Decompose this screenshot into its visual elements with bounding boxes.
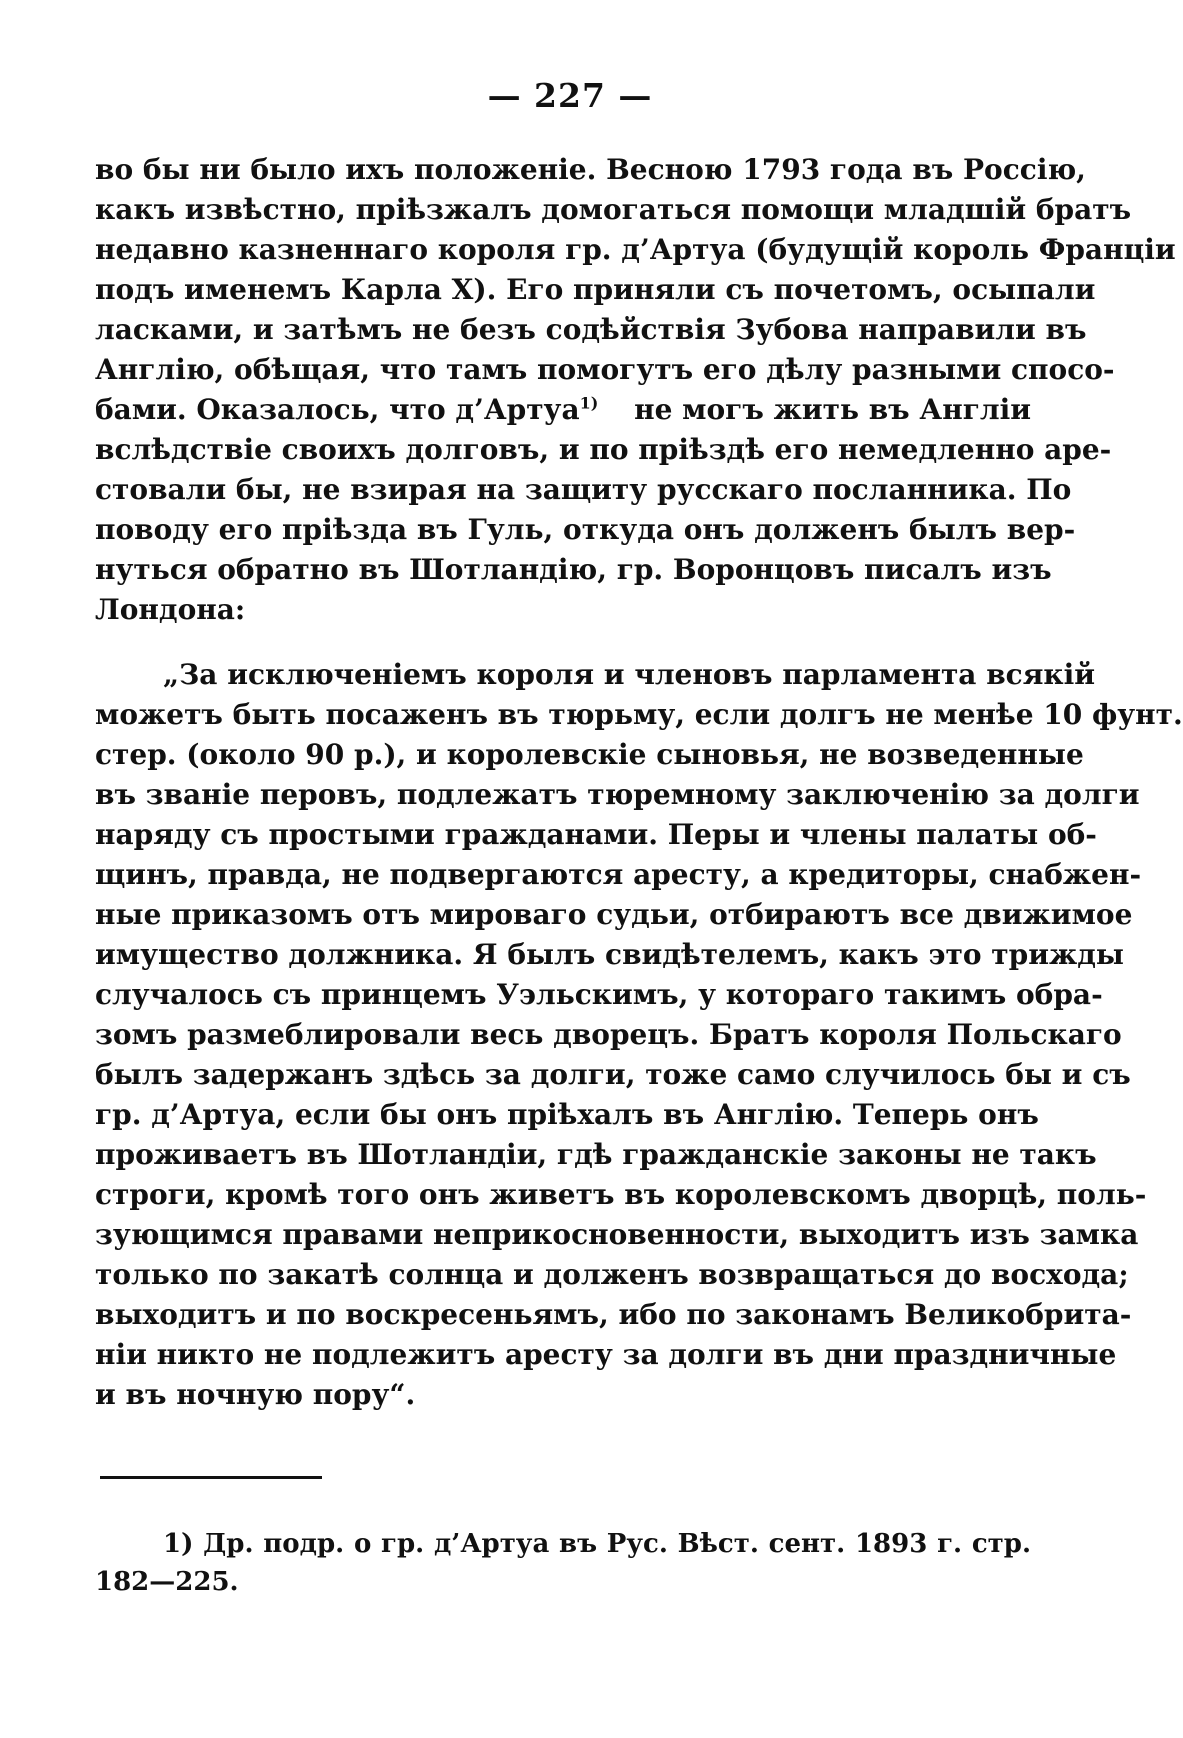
paragraph-line-with-note bbox=[95, 390, 1031, 430]
quote-line: ніи никто не подлежитъ аресту за долги въ дни праздничные bbox=[95, 1338, 1117, 1371]
quote-line: ные приказомъ отъ мироваго судьи, отбираютъ все движимое bbox=[95, 898, 1133, 931]
paragraph-line: подъ именемъ Карла X). Его приняли съ почетомъ, осыпали bbox=[95, 273, 1096, 306]
quote-line: строги, кромѣ того онъ живетъ въ королевскомъ дворцѣ, поль- bbox=[95, 1178, 1147, 1211]
quote-line: имущество должника. Я былъ свидѣтелемъ, какъ это трижды bbox=[95, 938, 1124, 971]
quote-line: зующимся правами неприкосновенности, выходитъ изъ замка bbox=[95, 1218, 1139, 1251]
quote-line: случалось съ принцемъ Уэльскимъ, у котораго такимъ обра- bbox=[95, 978, 1103, 1011]
quote-line: щинъ, правда, не подвергаются аресту, а кредиторы, снабжен- bbox=[95, 858, 1142, 891]
quote-line: былъ задержанъ здѣсь за долги, тоже само случилось бы и съ bbox=[95, 1058, 1131, 1091]
quote-line: проживаетъ въ Шотландіи, гдѣ гражданскіе законы не такъ bbox=[95, 1138, 1097, 1171]
quote-line: можетъ быть посаженъ въ тюрьму, если долгъ не менѣе 10 фунт. bbox=[95, 698, 1183, 731]
paragraph-line: недавно казненнаго короля гр. д’Артуа (будущій король Франціи bbox=[95, 233, 1176, 266]
paragraph-line: нуться обратно въ Шотландію, гр. Воронцовъ писалъ изъ bbox=[95, 553, 1052, 586]
footnote-line: 182—225. bbox=[95, 1567, 239, 1597]
paragraph-line-head: бами. Оказалось, что д’Артуа$^{1)}$ bbox=[95, 393, 599, 426]
footnote bbox=[95, 1525, 1031, 1601]
paragraph-line: ласками, и затѣмъ не безъ содѣйствія Зубова направили въ bbox=[95, 313, 1087, 346]
quote-line: зомъ размеблировали весь дворецъ. Братъ короля Польскаго bbox=[95, 1018, 1122, 1051]
paragraph-line: во бы ни было ихъ положеніе. Весною 1793 года въ Россію, bbox=[95, 153, 1086, 186]
paragraph-line-tail: не могъ жить въ Англіи bbox=[634, 393, 1031, 426]
paragraph-line: вслѣдствіе своихъ долговъ, и по пріѣздѣ его немедленно аре- bbox=[95, 433, 1112, 466]
quote-line: въ званіе перовъ, подлежатъ тюремному заключенію за долги bbox=[95, 778, 1140, 811]
page-number: — 227 — bbox=[487, 76, 653, 115]
main-paragraph bbox=[95, 150, 1176, 630]
footnote-marker[interactable]: 1) bbox=[579, 393, 599, 413]
quote-line: наряду съ простыми гражданами. Перы и члены палаты об- bbox=[95, 818, 1097, 851]
paragraph-line: какъ извѣстно, пріѣзжалъ домогаться помощи младшій братъ bbox=[95, 193, 1132, 226]
quote-line: только по закатѣ солнца и долженъ возвращаться до восхода; bbox=[95, 1258, 1129, 1291]
quote-line: стер. (около 90 р.), и королевскіе сыновья, не возведенные bbox=[95, 738, 1084, 771]
quote-line: выходитъ и по воскресеньямъ, ибо по законамъ Великобрита- bbox=[95, 1298, 1132, 1331]
paragraph-line: Лондона: bbox=[95, 593, 246, 626]
footnote-line: 1) Др. подр. о гр. д’Артуа въ Рус. Вѣст. сент. 1893 г. стр. bbox=[163, 1529, 1031, 1559]
footnote-divider bbox=[100, 1476, 322, 1479]
paragraph-line: поводу его пріѣзда въ Гуль, откуда онъ долженъ былъ вер- bbox=[95, 513, 1076, 546]
quote-line: гр. д’Артуа, если бы онъ пріѣхалъ въ Англію. Теперь онъ bbox=[95, 1098, 1039, 1131]
paragraph-line: стовали бы, не взирая на защиту русскаго посланника. По bbox=[95, 473, 1072, 506]
quote-line: и въ ночную пору“. bbox=[95, 1378, 416, 1411]
quotation-block bbox=[95, 655, 1183, 1415]
quote-line: „За исключеніемъ короля и членовъ парламента всякій bbox=[163, 658, 1096, 691]
paragraph-line: Англію, обѣщая, что тамъ помогутъ его дѣлу разными спосо- bbox=[95, 353, 1115, 386]
